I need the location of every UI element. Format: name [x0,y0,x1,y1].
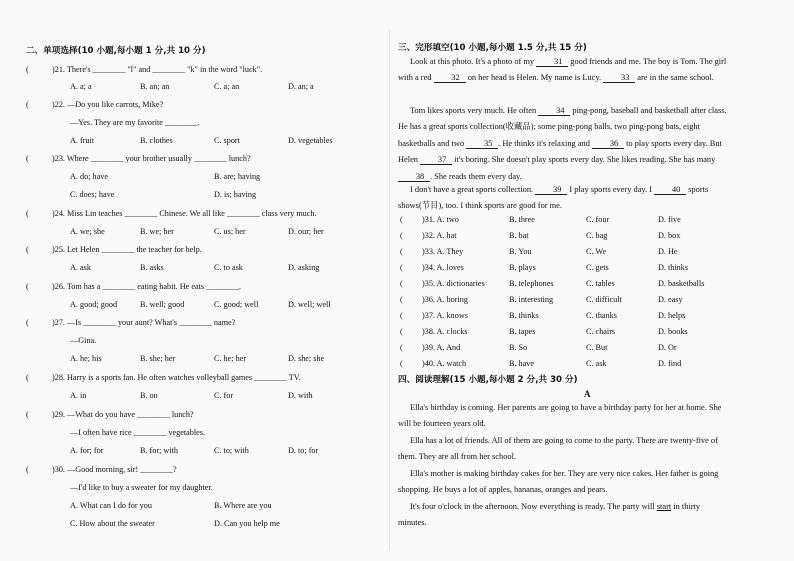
option-b: B. well; good [140,300,185,309]
section-title-cloze: 三、完形填空(10 小题,每小题 1.5 分,共 15 分) [398,43,587,53]
question-29-stem2: —I often have rice ________ vegetables. [70,428,206,437]
option-c: C. But [586,343,608,352]
answer-paren[interactable]: ( [26,465,29,474]
blank-34[interactable]: 34 [538,106,570,116]
option-c: C. four [586,215,610,224]
answer-paren[interactable]: ( [400,263,403,272]
blank-32[interactable]: 32 [434,73,466,83]
option-c: C. to; with [214,446,249,455]
answer-paren[interactable]: ( [26,410,29,419]
question-25-stem: )25. Let Helen ________ the teacher for help. [52,245,202,254]
option-a: A. good; good [70,300,118,309]
option-b: B. You [509,247,532,256]
question-27-stem2: —Gina. [70,336,97,345]
option-c: C. gets [586,263,609,272]
question-22-stem2: —Yes. They are my favorite ________. [70,118,200,127]
option-a: A. for; for [70,446,104,455]
option-c: C. for [214,391,234,400]
option-b: B. we; her [140,227,174,236]
question-24-stem: )24. Miss Lin teaches ________ Chinese. We all like ________ class very much. [52,209,317,218]
option-a: )39. A. And [422,343,461,352]
blank-35[interactable]: 35 [466,139,498,149]
underlined-word: start [656,502,672,511]
option-a: A. What can I do for you [70,501,152,510]
answer-paren[interactable]: ( [400,247,403,256]
question-26-stem: )26. Tom has a ________ eating habit. He eats ________. [52,282,241,291]
option-c: C. does; have [70,190,115,199]
option-d: D. easy [658,295,683,304]
reading-paragraph-4: It's four o'clock in the afternoon. Now everything is ready. The party will start in thirty minutes. [398,502,701,528]
option-d: D. is; having [214,190,257,199]
answer-paren[interactable]: ( [26,209,29,218]
option-b: B. she; her [140,354,176,363]
option-b: B. asks [140,263,164,272]
option-c: C. chairs [586,327,616,336]
blank-33[interactable]: 33 [603,73,635,83]
answer-paren[interactable]: ( [26,282,29,291]
option-b: B. an; an [140,82,170,91]
option-c: C. he; her [214,354,247,363]
reading-paragraph-1: Ella's birthday is coming. Her parents are going to have a birthday party for her at home. She will be fourteen years old. [398,403,722,429]
question-30-stem: )30. —Good morning, sir! ________? [52,465,177,474]
answer-paren[interactable]: ( [400,343,403,352]
option-c: C. to ask [214,263,243,272]
question-28-stem: )28. Harry is a sports fan. He often watches volleyball games ________ TV. [52,373,301,382]
option-c: C. We [586,247,607,256]
option-d: D. He [658,247,678,256]
section-title-reading: 四、阅读理解(15 小题,每小题 2 分,共 30 分) [398,375,578,385]
option-c: C. good; well [214,300,259,309]
option-c: C. difficult [586,295,622,304]
option-c: C. bag [586,231,608,240]
option-d: D. an; a [288,82,314,91]
answer-paren[interactable]: ( [400,311,403,320]
option-a: A. do; have [70,172,108,181]
reading-paragraph-2: Ella has a lot of friends. All of them are going to come to the party. There are twenty-five of them. They are all from her school. [398,436,718,462]
option-d: D. box [658,231,681,240]
section-title-multiple-choice: 二、单项选择(10 小题,每小题 1 分,共 10 分) [26,46,206,56]
option-d: D. books [658,327,688,336]
option-d: D. five [658,215,681,224]
option-b: B. are; having [214,172,261,181]
option-d: D. she; she [288,354,325,363]
option-d: D. basketballs [658,279,705,288]
option-a: A. in [70,391,87,400]
option-d: D. Can you help me [214,519,280,528]
option-b: B. have [509,359,535,368]
answer-paren[interactable]: ( [400,215,403,224]
option-a: )38. A. clocks [422,327,468,336]
option-b: B. tapes [509,327,536,336]
option-a: )34. A. loves [422,263,464,272]
answer-paren[interactable]: ( [400,327,403,336]
option-d: D. vegetables [288,136,333,145]
option-d: D. Or [658,343,677,352]
answer-paren[interactable]: ( [26,100,29,109]
question-22-stem: )22. —Do you like carrots, Mike? [52,100,164,109]
option-a: )31. A. two [422,215,459,224]
question-23-stem: )23. Where ________ your brother usually ________ lunch? [52,154,251,163]
option-d: D. well; well [288,300,331,309]
question-30-stem2: —I'd like to buy a sweater for my daughter. [70,483,213,492]
option-b: B. on [140,391,158,400]
option-b: B. for; with [140,446,178,455]
answer-paren[interactable]: ( [400,231,403,240]
option-a: )32. A. hat [422,231,457,240]
option-b: B. interesting [509,295,554,304]
option-a: )37. A. knows [422,311,468,320]
option-b: B. bat [509,231,529,240]
option-d: D. to; for [288,446,319,455]
passage-letter: A [584,389,591,399]
option-a: A. fruit [70,136,95,145]
option-a: A. he; his [70,354,102,363]
option-c: C. thanks [586,311,617,320]
option-d: D. helps [658,311,686,320]
question-21-stem: )21. There's ________ "l" and ________ "k" in the word "luck". [52,65,263,74]
blank-37[interactable]: 37 [420,155,452,165]
option-d: D. our; her [288,227,324,236]
reading-paragraph-3: Ella's mother is making birthday cakes for her. They are very nice cakes. Her father is going shopping. He buys a lot of apples, bananas, oranges and pears. [398,469,719,495]
option-a: )33. A. They [422,247,464,256]
option-a: )36. A. boring [422,295,468,304]
cloze-paragraph-3: I don't have a great sports collection. 39 I play sports every day. I 40 sports shows(节目), too. I think sports are good for me. [398,185,709,211]
option-c: C. tables [586,279,615,288]
cloze-paragraph-1: Look at this photo. It's a photo of my 31 good friends and me. The boy is Tom. The girl with a red 32 on her head is Helen. My name is Lucy. 33 are in the same school. [398,57,727,83]
question-29-stem: )29. —What do you have ________ lunch? [52,410,194,419]
blank-38[interactable]: 38 [398,172,430,182]
answer-paren[interactable]: ( [26,154,29,163]
option-a: A. ask [70,263,91,272]
column-divider [389,30,390,550]
option-d: D. asking [288,263,320,272]
option-c: C. us; her [214,227,246,236]
option-c: C. a; an [214,82,240,91]
option-c: C. ask [586,359,607,368]
option-b: B. clothes [140,136,173,145]
cloze-paragraph-2: Tom likes sports very much. He often 34 ping-pong, baseball and basketball after class. He has a great sports collection(收藏品); some ping-pong balls, two ping-pong bats, eight basketballs and two 35 . He thinks it's relaxing and 36 to play sports every day. But Helen 37 it's boring. She doesn't play sports every day. She likes reading. She has many 38 . She reads them every day. [398,106,727,181]
blank-40[interactable]: 40 [654,185,686,195]
answer-paren[interactable]: ( [400,279,403,288]
answer-paren[interactable]: ( [26,245,29,254]
option-b: B. thinks [509,311,539,320]
option-b: B. So [509,343,528,352]
option-a: )35. A. dictionaries [422,279,485,288]
option-d: D. find [658,359,682,368]
option-d: D. with [288,391,313,400]
answer-paren[interactable]: ( [26,65,29,74]
question-27-stem: )27. —Is ________ your aunt? What's ________ name? [52,318,236,327]
option-b: B. Where are you [214,501,272,510]
option-d: D. thinks [658,263,689,272]
option-c: C. How about the sweater [70,519,155,528]
option-a: A. we; she [70,227,105,236]
answer-paren[interactable]: ( [400,359,403,368]
answer-paren[interactable]: ( [26,318,29,327]
answer-paren[interactable]: ( [26,373,29,382]
answer-paren[interactable]: ( [400,295,403,304]
option-c: C. sport [214,136,240,145]
blank-31[interactable]: 31 [536,57,568,67]
blank-36[interactable]: 36 [592,139,624,149]
option-a: )40. A. watch [422,359,467,368]
option-b: B. plays [509,263,536,272]
option-b: B. three [509,215,535,224]
option-a: A. a; a [70,82,92,91]
blank-39[interactable]: 39 [535,185,567,195]
option-b: B. telephones [509,279,554,288]
